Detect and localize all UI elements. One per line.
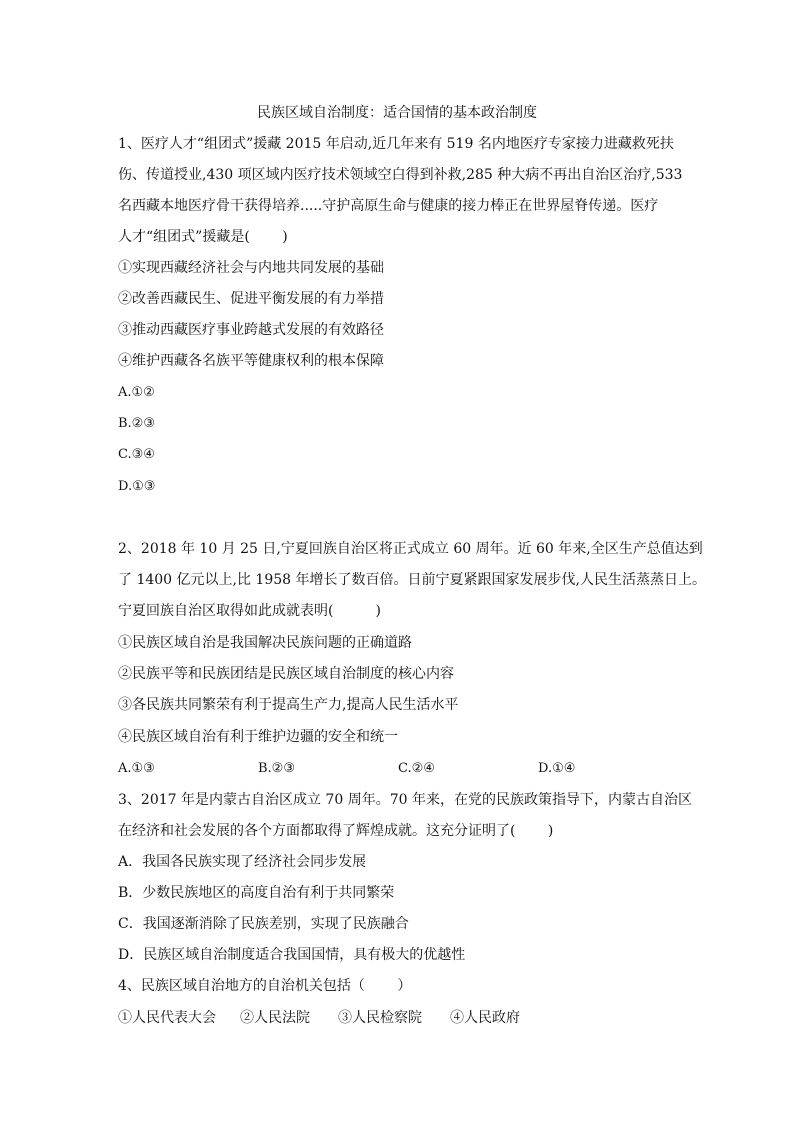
q4-stem: 4、民族区域自治地方的自治机关包括（ ）: [118, 978, 412, 994]
q3-option-d: D．民族区域自治制度适合我国国情，具有极大的优越性: [118, 947, 466, 963]
q3-option-a: A．我国各民族实现了经济社会同步发展: [118, 854, 367, 870]
q1-option-c: C.③④: [118, 447, 155, 462]
q3-stem-line-2: 在经济和社会发展的各个方面都取得了辉煌成就。这充分证明了( ): [118, 823, 554, 839]
q4-item-1: ①人民代表大会: [118, 1010, 216, 1026]
q1-stem-line-4: 人才“组团式”援藏是( ): [118, 229, 288, 245]
q2-statement-4: ④民族区域自治有利于维护边疆的安全和统一: [118, 729, 398, 745]
q1-option-b: B.②③: [118, 416, 155, 431]
q2-stem-line-3: 宁夏回族自治区取得如此成就表明( ): [118, 603, 381, 619]
q2-option-b: B.②③: [258, 761, 295, 776]
q2-stem-line-2: 了 1400 亿元以上,比 1958 年增长了数百倍。日前宁夏紧跟国家发展步伐,人民生活蒸蒸日上。: [118, 572, 706, 588]
q1-statement-4: ④维护西藏各名族平等健康权利的根本保障: [118, 353, 384, 369]
q3-option-c: C．我国逐渐消除了民族差别，实现了民族融合: [118, 916, 409, 932]
q4-item-4: ④人民政府: [450, 1010, 520, 1026]
q1-statement-2: ②改善西藏民生、促进平衡发展的有力举措: [118, 291, 384, 307]
q1-statement-1: ①实现西藏经济社会与内地共同发展的基础: [118, 260, 384, 276]
q2-statement-2: ②民族平等和民族团结是民族区域自治制度的核心内容: [118, 666, 454, 682]
q1-option-a: A.①②: [118, 385, 155, 400]
q4-item-3: ③人民检察院: [338, 1010, 422, 1026]
q2-option-d: D.①④: [538, 761, 576, 776]
q2-stem-line-1: 2、2018 年 10 月 25 日,宁夏回族自治区将正式成立 60 周年。近 60 年来,全区生产总值达到: [118, 541, 703, 557]
q3-stem-line-1: 3、2017 年是内蒙古自治区成立 70 周年。70 年来，在党的民族政策指导下，内蒙古自治区: [118, 792, 692, 808]
q2-options-row: [118, 759, 678, 779]
q1-stem-line-2: 伤、传道授业,430 项区域内医疗技术领域空白得到补救,285 种大病不再出自治区治疗,533: [118, 167, 683, 183]
q3-option-b: B．少数民族地区的高度自治有利于共同繁荣: [118, 885, 395, 901]
q4-item-2: ②人民法院: [240, 1010, 310, 1026]
q1-option-d: D.①③: [118, 479, 156, 494]
q2-statement-3: ③各民族共同繁荣有利于提高生产力,提高人民生活水平: [118, 697, 459, 713]
q1-stem-line-1: 1、医疗人才“组团式”援藏 2015 年启动,近几年来有 519 名内地医疗专家接力进藏救死扶: [118, 136, 674, 152]
document-title: 民族区域自治制度：适合国情的基本政治制度: [257, 105, 537, 121]
q2-statement-1: ①民族区域自治是我国解决民族问题的正确道路: [118, 635, 412, 651]
q2-option-a: A.①③: [118, 761, 155, 776]
q4-items-row: [118, 1008, 678, 1028]
q1-statement-3: ③推动西藏医疗事业跨越式发展的有效路径: [118, 322, 384, 338]
q1-stem-line-3: 名西藏本地医疗骨干获得培养.....守护高原生命与健康的接力棒正在世界屋脊传递。医疗: [118, 198, 659, 214]
q2-option-c: C.②④: [398, 761, 435, 776]
